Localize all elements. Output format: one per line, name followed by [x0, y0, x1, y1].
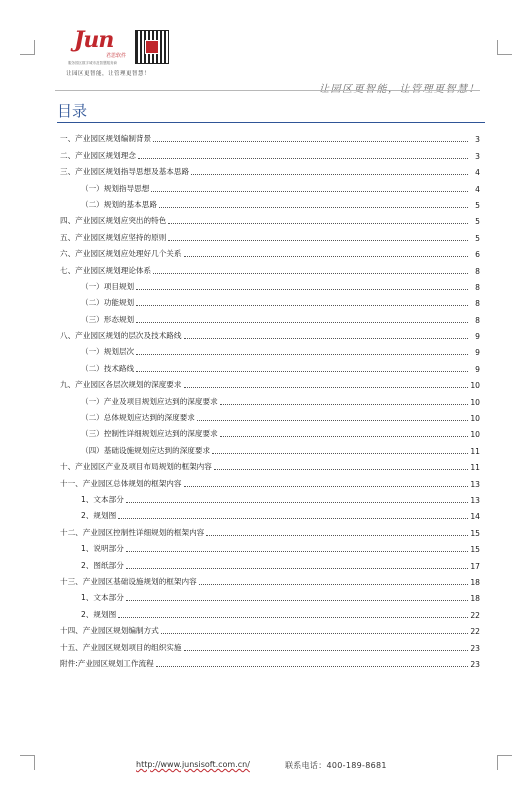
toc-entry-label: （二）规划的基本思路	[81, 199, 157, 209]
toc-entry-label: 九、产业园区各层次规划的深度要求	[60, 380, 182, 390]
toc-entry-page: 10	[470, 381, 480, 391]
footer-phone: 联系电话：400-189-8681	[285, 761, 387, 770]
toc-entry-label: （一）规划层次	[81, 347, 135, 357]
toc-entry[interactable]	[60, 243, 480, 259]
toc-entry[interactable]	[60, 210, 480, 226]
toc-leader-dots	[136, 322, 468, 323]
toc-leader-dots	[191, 174, 468, 175]
toc-leader-dots	[184, 338, 469, 339]
crop-mark-bottom-right	[497, 755, 512, 770]
toc-entry-label: 十五、产业园区规划项目的组织实施	[60, 642, 182, 652]
toc-entry-page: 11	[470, 446, 480, 456]
toc-entry-page: 5	[475, 217, 480, 227]
header-divider	[55, 90, 480, 91]
company-logo	[68, 28, 138, 70]
toc-entry-label: 1、文本部分	[81, 494, 124, 504]
toc-entry-label: （二）功能规划	[81, 298, 135, 308]
toc-entry-label: 2、规划图	[81, 511, 117, 521]
toc-entry-page: 6	[475, 250, 480, 260]
toc-leader-dots	[197, 420, 468, 421]
toc-entry[interactable]	[60, 144, 480, 160]
toc-entry[interactable]	[60, 374, 480, 390]
toc-entry[interactable]	[60, 292, 480, 308]
crop-mark-top-left	[20, 40, 35, 55]
toc-entry-label: （一）项目规划	[81, 281, 135, 291]
toc-entry-label: 附件:产业园区规划工作流程	[60, 658, 154, 668]
toc-entry-page: 8	[475, 299, 480, 309]
toc-entry-page: 4	[475, 168, 480, 178]
toc-entry-page: 15	[470, 545, 480, 555]
toc-entry-label: 四、产业园区规划应突出的特色	[60, 216, 167, 226]
toc-entry-page: 13	[470, 495, 480, 505]
toc-leader-dots	[220, 436, 468, 437]
logo-wordmark: Jun	[74, 27, 114, 53]
toc-entry-label: 六、产业园区规划应处理好几个关系	[60, 249, 182, 259]
toc-leader-dots	[159, 207, 468, 208]
toc-entry-page: 17	[470, 561, 480, 571]
toc-entry[interactable]	[60, 177, 480, 193]
qr-center-logo-icon	[145, 40, 159, 54]
toc-entry[interactable]	[60, 489, 480, 505]
toc-leader-dots	[118, 518, 468, 519]
toc-entry[interactable]	[60, 620, 480, 636]
toc-entry-page: 9	[475, 348, 480, 358]
toc-entry-page: 5	[475, 233, 480, 243]
toc-entry-page: 8	[475, 282, 480, 292]
toc-entry[interactable]	[60, 653, 480, 669]
toc-entry-page: 10	[470, 397, 480, 407]
toc-entry-label: （四）基础设施规划应达到的深度要求	[81, 445, 211, 455]
toc-entry-page: 3	[475, 135, 480, 145]
toc-entry[interactable]	[60, 571, 480, 587]
logo-subtext: 君思软件	[106, 53, 127, 59]
toc-leader-dots	[220, 404, 468, 405]
toc-entry-page: 8	[475, 266, 480, 276]
toc-entry[interactable]	[60, 538, 480, 554]
toc-entry[interactable]	[60, 341, 480, 357]
toc-entry[interactable]	[60, 587, 480, 603]
toc-entry-page: 9	[475, 332, 480, 342]
toc-entry[interactable]	[60, 194, 480, 210]
toc-entry[interactable]	[60, 456, 480, 472]
toc-entry[interactable]	[60, 325, 480, 341]
toc-entry-label: 1、文本部分	[81, 593, 124, 603]
toc-entry[interactable]	[60, 423, 480, 439]
toc-entry-page: 5	[475, 200, 480, 210]
toc-leader-dots	[168, 240, 468, 241]
toc-entry[interactable]	[60, 472, 480, 488]
toc-entry[interactable]	[60, 554, 480, 570]
crop-mark-top-right	[497, 40, 512, 55]
header-slogan: 让园区更智能，让管理更智慧！	[66, 71, 151, 77]
toc-entry[interactable]	[60, 357, 480, 373]
toc-leader-dots	[126, 502, 468, 503]
toc-entry-page: 10	[470, 430, 480, 440]
toc-entry-label: 1、说明部分	[81, 544, 124, 554]
toc-entry[interactable]	[60, 505, 480, 521]
toc-leader-dots	[118, 617, 468, 618]
toc-leader-dots	[151, 191, 468, 192]
toc-entry[interactable]	[60, 636, 480, 652]
toc-entry[interactable]	[60, 390, 480, 406]
toc-entry-label: 一、产业园区规划编制背景	[60, 134, 152, 144]
table-of-contents	[60, 128, 480, 669]
toc-entry[interactable]	[60, 161, 480, 177]
header-tagline	[319, 80, 480, 95]
toc-entry[interactable]	[60, 603, 480, 619]
toc-entry-page: 23	[470, 643, 480, 653]
toc-entry-label: 三、产业园区规划指导思想及基本思路	[60, 167, 190, 177]
toc-entry-label: （一）规划指导思想	[81, 183, 150, 193]
toc-entry-page: 23	[470, 659, 480, 669]
toc-entry[interactable]	[60, 226, 480, 242]
toc-leader-dots	[153, 273, 468, 274]
toc-leader-dots	[138, 158, 468, 159]
toc-leader-dots	[184, 256, 469, 257]
toc-entry-page: 11	[470, 463, 480, 473]
toc-entry-label: （一）产业及项目规划应达到的深度要求	[81, 396, 218, 406]
toc-leader-dots	[212, 453, 468, 454]
toc-entry[interactable]	[60, 521, 480, 537]
toc-title-divider	[57, 122, 485, 123]
toc-entry[interactable]	[60, 439, 480, 455]
toc-entry-label: 八、产业园区规划的层次及技术路线	[60, 331, 182, 341]
toc-entry-page: 9	[475, 364, 480, 374]
toc-entry-page: 10	[470, 414, 480, 424]
toc-entry[interactable]	[60, 128, 480, 144]
toc-leader-dots	[161, 633, 468, 634]
toc-entry-label: 五、产业园区规划应坚持的原则	[60, 232, 167, 242]
toc-entry-page: 3	[475, 151, 480, 161]
toc-entry[interactable]	[60, 259, 480, 275]
toc-entry-page: 8	[475, 315, 480, 325]
logo-line: 服务园区数字城市及智慧服务商	[68, 61, 117, 65]
toc-entry-label: 十、产业园区产业及项目布局规划的框架内容	[60, 462, 212, 472]
toc-entry-label: 十二、产业园区控制性详细规划的框架内容	[60, 527, 205, 537]
toc-leader-dots	[126, 551, 468, 552]
toc-entry[interactable]	[60, 407, 480, 423]
toc-entry-label: 十一、产业园区总体规划的框架内容	[60, 478, 182, 488]
toc-leader-dots	[126, 600, 468, 601]
toc-leader-dots	[184, 650, 469, 651]
toc-leader-dots	[199, 584, 468, 585]
toc-leader-dots	[184, 387, 469, 388]
toc-entry-label: 2、图纸部分	[81, 560, 124, 570]
toc-leader-dots	[156, 666, 468, 667]
toc-entry-page: 4	[475, 184, 480, 194]
toc-leader-dots	[168, 223, 468, 224]
toc-entry-label: （二）技术路线	[81, 363, 135, 373]
toc-entry-label: 2、规划图	[81, 609, 117, 619]
toc-leader-dots	[184, 486, 469, 487]
footer-url-link[interactable]: http://www.junsisoft.com.cn/	[136, 760, 250, 769]
toc-entry-label: 七、产业园区规划理论体系	[60, 265, 152, 275]
toc-entry-page: 14	[470, 512, 480, 522]
toc-leader-dots	[136, 354, 468, 355]
crop-mark-bottom-left	[20, 755, 35, 770]
toc-entry[interactable]	[60, 308, 480, 324]
toc-entry-page: 22	[470, 610, 480, 620]
toc-entry-page: 15	[470, 528, 480, 538]
toc-entry-label: （三）控制性详细规划应达到的深度要求	[81, 429, 218, 439]
toc-leader-dots	[206, 535, 468, 536]
toc-entry-label: （二）总体规划应达到的深度要求	[81, 413, 195, 423]
toc-leader-dots	[126, 568, 468, 569]
toc-entry[interactable]	[60, 276, 480, 292]
toc-entry-label: （三）形态规划	[81, 314, 135, 324]
toc-title: 目录	[57, 102, 88, 120]
toc-leader-dots	[136, 289, 468, 290]
toc-leader-dots	[214, 469, 468, 470]
toc-leader-dots	[136, 371, 468, 372]
toc-entry-page: 22	[470, 627, 480, 637]
toc-entry-label: 十三、产业园区基础设施规划的框架内容	[60, 576, 197, 586]
toc-leader-dots	[136, 305, 468, 306]
toc-entry-label: 十四、产业园区规划编制方式	[60, 626, 159, 636]
toc-entry-page: 18	[470, 594, 480, 604]
toc-entry-page: 13	[470, 479, 480, 489]
toc-leader-dots	[153, 141, 468, 142]
toc-entry-label: 二、产业园区规划理念	[60, 150, 136, 160]
toc-entry-page: 18	[470, 577, 480, 587]
